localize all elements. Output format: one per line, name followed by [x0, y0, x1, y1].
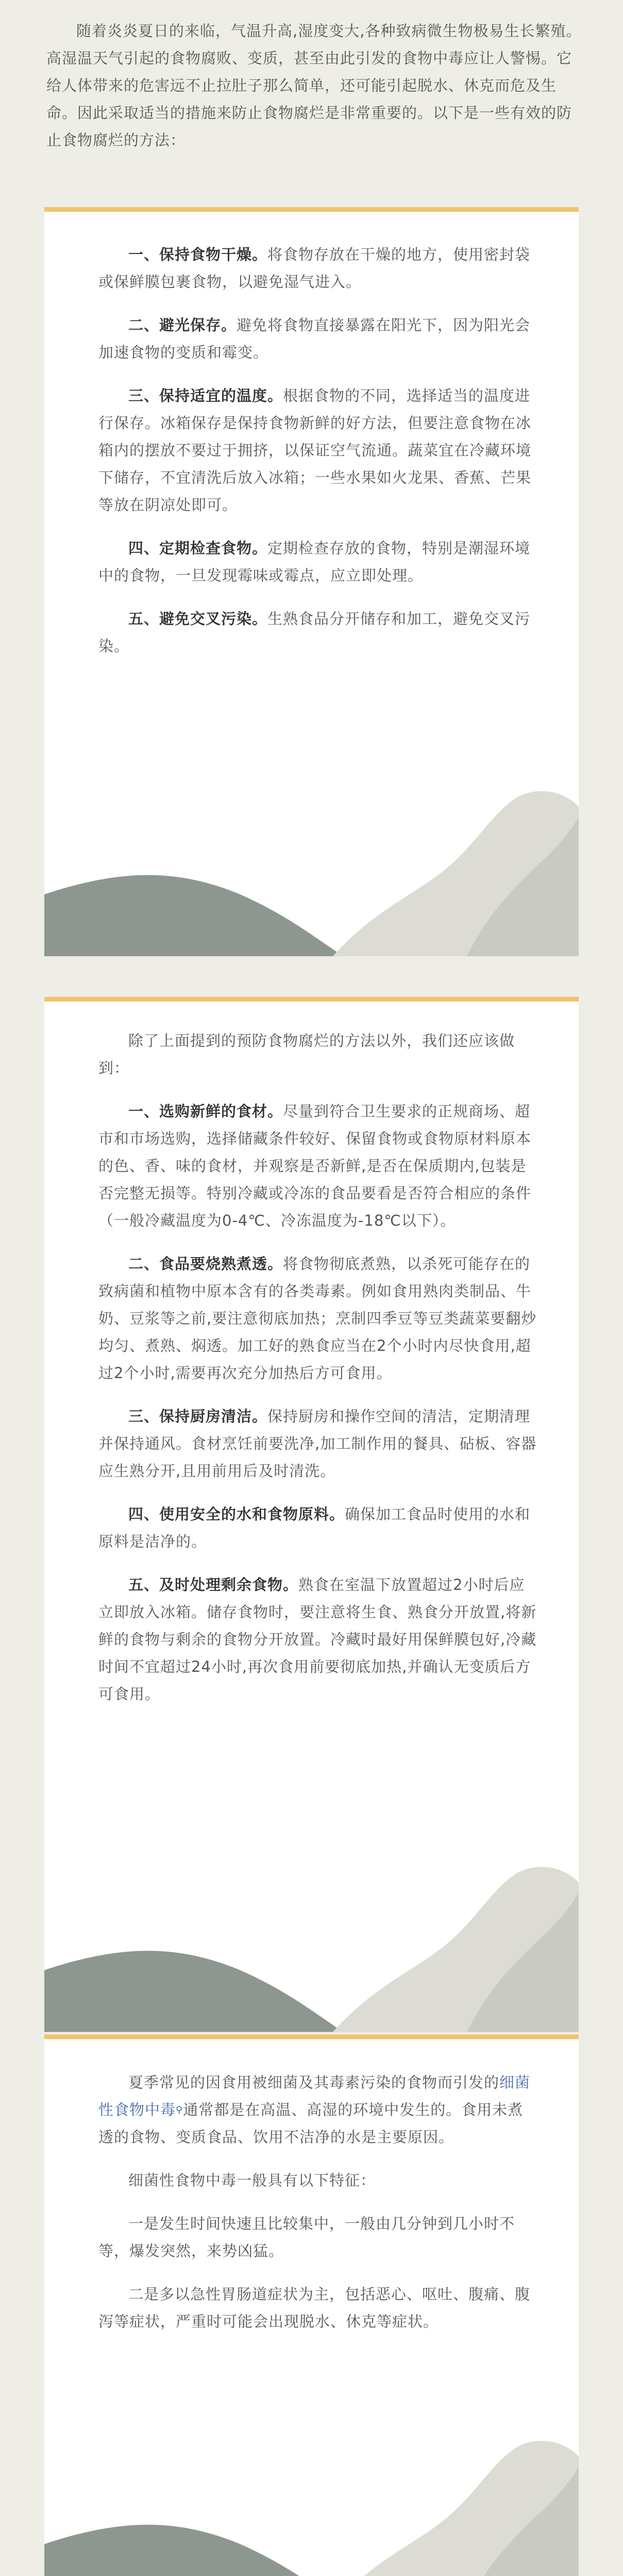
tip-text: 定期检查存放的食物，特别是潮湿环境中的食物，一旦发现霉味或霉点，应立即处理。 [98, 539, 531, 584]
tip-title: 四、定期检查食物。 [128, 539, 268, 557]
search-icon[interactable]: ⚲ [176, 2105, 183, 2115]
tip-title: 四、使用安全的水和食物原料。 [128, 1505, 345, 1523]
tip-item [98, 1098, 537, 1234]
tips-card-2 [44, 997, 579, 2032]
tip-text: 生熟食品分开储存和加工，避免交叉污染。 [98, 610, 531, 655]
tip-title: 五、避免交叉污染。 [128, 610, 268, 628]
tip-item [98, 1250, 537, 1387]
tip-title: 一、保持食物干燥。 [128, 246, 268, 263]
tip-item [98, 312, 537, 366]
tip-text: 根据食物的不同，选择适当的温度进行保存。冰箱保存是保持食物新鲜的好方法，但要注意食物在冰箱内的摆放不要过于拥挤，以保证空气流通。蔬菜宜在冷藏环境下储存，不宜清洗后放入冰箱；一些水果如火龙果、香蕉、芒果等放在阴凉处即可。 [98, 387, 532, 514]
tip-text: 将食物存放在干燥的地方，使用密封袋或保鲜膜包裹食物，以避免湿气进入。 [98, 246, 531, 291]
tip-item [98, 382, 537, 519]
tip-item [98, 1403, 537, 1485]
tip-item [98, 1571, 537, 1708]
tip-title: 二、食品要烧熟煮透。 [128, 1255, 283, 1273]
tip-text: 保持厨房和操作空间的清洁，定期清理并保持通风。食材烹饪前要洗净,加工制作用的餐具、砧板、容器应生熟分开,且用前用后及时清洗。 [98, 1408, 537, 1480]
intro-paragraph: 随着炎炎夏日的来临，气温升高,湿度变大,各种致病微生物极易生长繁殖。高湿温天气引起的食物腐败、变质，甚至由此引发的食物中毒应让人警惕。它给人体带来的危害远不止拉肚子那么简单，还可能引起脱水、休克而危及生命。因此采取适当的措施来防止食物腐烂是非常重要的。以下是一些有效的防止食物腐烂的方法： [46, 22, 582, 149]
tip-text: 熟食在室温下放置超过2小时后应立即放入冰箱。储存食物时，要注意将生食、熟食分开放置,将新鲜的食物与剩余的食物分开放置。冷藏时最好用保鲜膜包好,冷藏时间不宜超过24小时,再次食用前要彻底加热,并确认无变质后方可食用。 [98, 1576, 537, 1703]
tip-text: 尽量到符合卫生要求的正规商场、超市和市场选购，选择储藏条件较好、保留食物或食物原材料原本的色、香、味的食材，并观察是否新鲜,是否在保质期内,包装是否完整无损等。特别冷藏或冷冻的食品要看是否符合相应的条件（一般冷藏温度为0-4℃、冷冻温度为-18℃以下）。 [98, 1103, 532, 1229]
tip-item [98, 605, 537, 660]
bacterial-intro-paragraph [98, 2069, 537, 2151]
info-card-3 [44, 2035, 579, 2576]
tip-title: 三、保持适宜的温度。 [128, 387, 283, 404]
wave-decoration [44, 740, 579, 956]
tips-card-1 [44, 207, 579, 956]
tip-item [98, 1501, 537, 1555]
card2-lead: 除了上面提到的预防食物腐烂的方法以外，我们还应该做到： [98, 1032, 515, 1077]
bacterial-food-poisoning-link[interactable]: 细菌性食物中毒 [98, 2074, 531, 2119]
tip-text: 将食物彻底煮熟，以杀死可能存在的致病菌和植物中原本含有的各类毒素。例如食用熟肉类制品、牛奶、豆浆等之前,要注意彻底加热；烹制四季豆等豆类蔬菜要翻炒均匀、煮熟、焖透。加工好的熟食应当在2个小时内尽快食用,超过2个小时,需要再次充分加热后方可食用。 [98, 1255, 537, 1382]
paragraph: 二是多以急性胃肠道症状为主，包括恶心、呕吐、腹痛、腹泻等症状，严重时可能会出现脱水、休克等症状。 [98, 2285, 531, 2330]
paragraph-text: 夏季常见的因食用被细菌及其毒素污染的食物而引发的 [128, 2074, 500, 2091]
tip-title: 三、保持厨房清洁。 [128, 1408, 268, 1425]
tip-item [98, 241, 537, 296]
tip-title: 一、选购新鲜的食材。 [128, 1103, 283, 1120]
paragraph: 一是发生时间快速且比较集中，一般由几分钟到几小时不等，爆发突然，来势凶猛。 [98, 2215, 515, 2260]
wave-decoration [44, 2389, 579, 2576]
paragraph: 细菌性食物中毒一般具有以下特征： [128, 2172, 376, 2189]
tip-title: 五、及时处理剩余食物。 [128, 1576, 299, 1594]
tip-item [98, 535, 537, 589]
tip-text: 避免将食物直接暴露在阳光下，因为阳光会加速食物的变质和霉变。 [98, 316, 531, 361]
tip-text: 确保加工食品时使用的水和原料是洁净的。 [98, 1505, 531, 1550]
wave-decoration [44, 1816, 579, 2032]
paragraph-text: 通常都是在高温、高湿的环境中发生的。食用未煮透的食物、变质食品、饮用不洁净的水是主要原因。 [98, 2101, 524, 2146]
tip-title: 二、避光保存。 [128, 316, 237, 334]
